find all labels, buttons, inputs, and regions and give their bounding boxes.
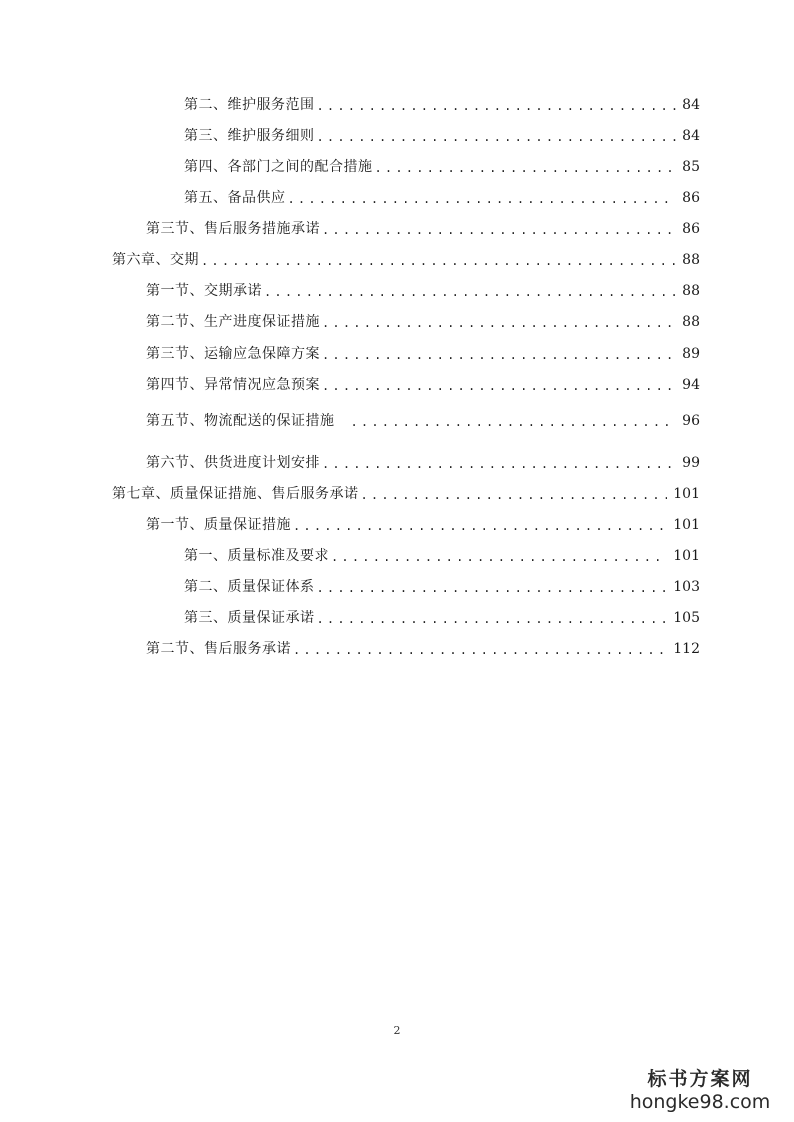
page-number: 2: [393, 1024, 401, 1037]
toc-entry-label: 第一节、质量保证措施: [146, 517, 291, 533]
toc-entry[interactable]: [146, 638, 700, 660]
toc-entry-label: 第三、维护服务细则: [184, 128, 315, 144]
toc-entry-label: 第二、质量保证体系: [184, 579, 315, 595]
toc-entry-page: 84: [682, 97, 700, 113]
toc-entry-page: 96: [682, 413, 700, 429]
toc-entry[interactable]: [112, 249, 700, 271]
toc-entry-page: 103: [673, 579, 700, 595]
toc-leader-dots: [322, 313, 676, 333]
toc-entry[interactable]: [146, 374, 700, 396]
toc-leader-dots: [264, 282, 676, 302]
toc-leader-dots: [317, 609, 668, 629]
toc-entry-page: 112: [673, 641, 700, 657]
toc-entry-page: 88: [682, 283, 700, 299]
toc-entry-page: 85: [682, 159, 700, 175]
toc-leader-dots: [317, 96, 677, 116]
toc-entry-label: 第一节、交期承诺: [146, 283, 262, 299]
toc-entry-label: 第六节、供货进度计划安排: [146, 455, 320, 471]
toc-entry[interactable]: [146, 410, 700, 432]
toc-entry[interactable]: [184, 607, 700, 629]
toc-leader-dots: [201, 251, 676, 271]
toc-entry-label: 第三节、运输应急保障方案: [146, 346, 320, 362]
toc-entry-page: 88: [682, 252, 700, 268]
toc-entry[interactable]: [184, 545, 700, 567]
toc-entry-label: 第一、质量标准及要求: [184, 548, 329, 564]
toc-entry[interactable]: [184, 576, 700, 598]
toc-entry[interactable]: [184, 94, 700, 116]
toc-entry-label: 第二节、生产进度保证措施: [146, 314, 320, 330]
toc-entry-page: 101: [673, 486, 700, 502]
watermark-logo: [620, 1068, 780, 1114]
toc-leader-dots: [331, 547, 667, 567]
toc-entry[interactable]: [184, 125, 700, 147]
toc-entry[interactable]: [146, 311, 700, 333]
toc-entry-page: 86: [682, 190, 700, 206]
toc-leader-dots: [317, 127, 677, 147]
toc-entry-page: 99: [682, 455, 700, 471]
toc-entry-label: 第四节、异常情况应急预案: [146, 377, 320, 393]
toc-entry-label: 第六章、交期: [112, 252, 199, 268]
toc-entry[interactable]: [184, 187, 700, 209]
toc-leader-dots: [322, 220, 676, 240]
toc-entry-page: 94: [682, 377, 700, 393]
toc-entry-page: 89: [682, 346, 700, 362]
toc-entry[interactable]: [146, 343, 700, 365]
toc-leader-dots: [322, 376, 676, 396]
toc-entry[interactable]: [146, 514, 700, 536]
toc-entry[interactable]: [184, 156, 700, 178]
toc-leader-dots: [293, 516, 667, 536]
toc-entry-page: 86: [682, 221, 700, 237]
toc-leader-dots: [293, 640, 667, 660]
toc-entry-label: 第五、备品供应: [184, 190, 286, 206]
toc-entry-page: 101: [673, 517, 700, 533]
toc-leader-dots: [288, 189, 677, 209]
toc-entry-page: 105: [673, 610, 700, 626]
toc-leader-dots: [361, 485, 668, 505]
watermark-chinese-text: 标书方案网: [647, 1068, 753, 1090]
toc-entry-label: 第三、质量保证承诺: [184, 610, 315, 626]
toc-leader-dots: [375, 158, 677, 178]
toc-entry-label: 第四、各部门之间的配合措施: [184, 159, 373, 175]
toc-entry[interactable]: [146, 280, 700, 302]
watermark-domain-text: hongke98.com: [629, 1091, 771, 1113]
toc-entry[interactable]: [146, 452, 700, 474]
toc-leader-dots: [322, 454, 676, 474]
toc-leader-dots: [351, 412, 677, 432]
toc-entry-label: 第三节、售后服务措施承诺: [146, 221, 320, 237]
toc-entry-page: 84: [682, 128, 700, 144]
toc-entry[interactable]: [112, 483, 700, 505]
toc-entry-page: 101: [673, 548, 700, 564]
toc-entry-label: 第二、维护服务范围: [184, 97, 315, 113]
toc-entry-label: 第五节、物流配送的保证措施: [146, 413, 335, 429]
toc-leader-dots: [322, 345, 676, 365]
toc-entry-label: 第二节、售后服务承诺: [146, 641, 291, 657]
toc-leader-dots: [317, 578, 668, 598]
toc-entry[interactable]: [146, 218, 700, 240]
toc-entry-label: 第七章、质量保证措施、售后服务承诺: [112, 486, 359, 502]
toc-entry-page: 88: [682, 314, 700, 330]
